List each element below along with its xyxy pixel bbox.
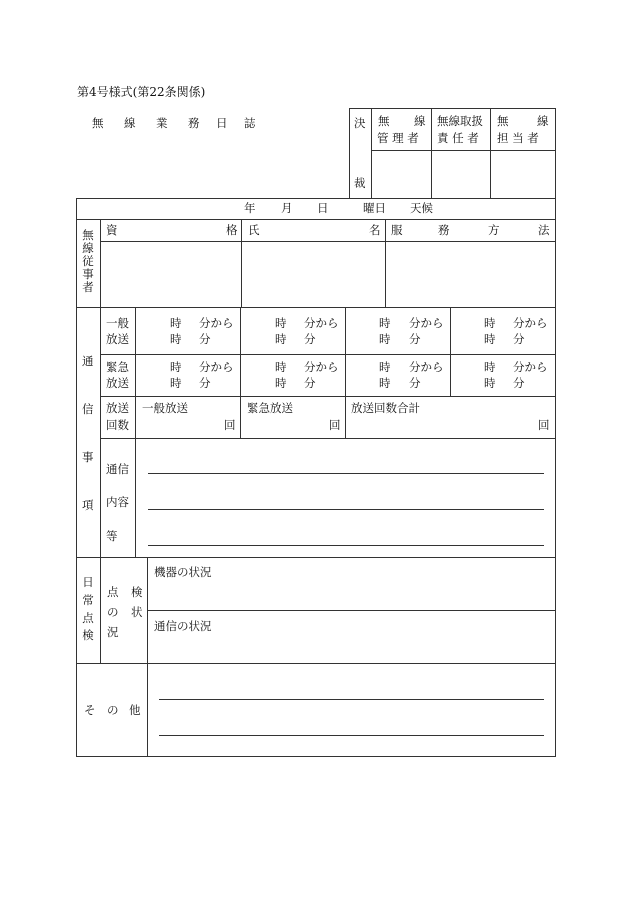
- minute-from-label: 分から: [304, 360, 339, 374]
- count-emergency-label: 緊急放送: [247, 401, 293, 415]
- col-name-2: 名: [369, 223, 381, 237]
- date-day-label: 日: [317, 201, 329, 215]
- hour-label: 時: [484, 360, 496, 374]
- hour-label: 時: [170, 360, 182, 374]
- minute-label: 分: [304, 376, 316, 390]
- minute-label: 分: [513, 376, 525, 390]
- approval-col3-line1-right: 線: [537, 114, 549, 128]
- content-writing-line[interactable]: [148, 545, 544, 546]
- minute-label: 分: [409, 332, 421, 346]
- comm-section-char: 通: [82, 354, 94, 368]
- approval-col2-line2: 責 任 者: [437, 131, 479, 145]
- approval-label-bottom: 裁: [354, 176, 366, 190]
- approval-col3-line1-left: 無: [497, 114, 509, 128]
- col-method-char: 法: [538, 223, 550, 237]
- approval-stamp-manager[interactable]: [372, 151, 430, 197]
- operator-name-field[interactable]: [242, 242, 384, 306]
- equipment-status-label: 機器の状況: [154, 565, 212, 579]
- other-label-char: 他: [129, 703, 141, 717]
- minute-from-label: 分から: [409, 316, 444, 330]
- comm-section-char: 項: [82, 498, 94, 512]
- col-method-char: 方: [488, 223, 500, 237]
- hour-label: 時: [170, 332, 182, 346]
- minute-from-label: 分から: [304, 316, 339, 330]
- content-writing-line[interactable]: [148, 509, 544, 510]
- hour-label: 時: [379, 316, 391, 330]
- approval-stamp-operator[interactable]: [491, 151, 554, 197]
- title-char: 務: [188, 116, 200, 130]
- approval-col1-line1-right: 線: [414, 114, 426, 128]
- date-month-label: 月: [281, 201, 293, 215]
- hour-label: 時: [275, 360, 287, 374]
- hour-label: 時: [275, 332, 287, 346]
- comm-section-char: 事: [82, 450, 94, 464]
- minute-from-label: 分から: [513, 316, 548, 330]
- minute-label: 分: [304, 332, 316, 346]
- hour-label: 時: [379, 332, 391, 346]
- date-weekday-label: 曜日: [363, 201, 386, 215]
- minute-label: 分: [199, 332, 211, 346]
- daily-check-label: 日常点検: [82, 575, 94, 643]
- hour-label: 時: [275, 316, 287, 330]
- hour-label: 時: [170, 376, 182, 390]
- content-label-2: 内容: [106, 495, 129, 509]
- other-label-char: の: [107, 703, 119, 717]
- form-number: 第4号様式(第22条関係): [77, 85, 206, 99]
- broadcast-count-label-1: 放送: [106, 401, 129, 415]
- content-label-3: 等: [106, 529, 118, 543]
- broadcast-count-label-2: 回数: [106, 418, 129, 432]
- count-total-label: 放送回数合計: [351, 401, 420, 415]
- col-qualification-2: 格: [226, 223, 238, 237]
- title-char: 無: [92, 116, 104, 130]
- hour-label: 時: [275, 376, 287, 390]
- general-broadcast-label-2: 放送: [106, 332, 129, 346]
- approval-label-top: 決: [354, 116, 366, 130]
- content-label-1: 通信: [106, 462, 129, 476]
- approval-stamp-responsible[interactable]: [432, 151, 489, 197]
- minute-label: 分: [409, 376, 421, 390]
- other-writing-line[interactable]: [159, 735, 544, 736]
- check-sublabel-char: 点: [107, 585, 119, 599]
- date-weather-label: 天候: [410, 201, 433, 215]
- approval-col2-line1: 無線取扱: [437, 114, 483, 128]
- title-char: 誌: [244, 116, 256, 130]
- check-sublabel-char: 況: [107, 625, 119, 639]
- qualification-field[interactable]: [101, 242, 240, 306]
- title-char: 日: [216, 116, 228, 130]
- content-writing-line[interactable]: [148, 473, 544, 474]
- col-name-1: 氏: [248, 223, 260, 237]
- approval-col1-line1-left: 無: [378, 114, 390, 128]
- count-general-label: 一般放送: [142, 401, 188, 415]
- check-sublabel-char: 検: [131, 585, 143, 599]
- comm-section-char: 信: [82, 402, 94, 416]
- times-unit: 回: [224, 418, 236, 432]
- communication-status-field[interactable]: [148, 636, 554, 662]
- check-sublabel-char: の: [107, 605, 119, 619]
- col-qualification-1: 資: [106, 223, 118, 237]
- approval-col1-line2: 管 理 者: [377, 131, 419, 145]
- approval-col3-line2: 担 当 者: [497, 131, 539, 145]
- date-year-label: 年: [244, 201, 256, 215]
- minute-from-label: 分から: [409, 360, 444, 374]
- title-char: 業: [156, 116, 168, 130]
- hour-label: 時: [484, 316, 496, 330]
- hour-label: 時: [379, 376, 391, 390]
- title-char: 線: [124, 116, 136, 130]
- emergency-broadcast-label-2: 放送: [106, 376, 129, 390]
- col-method-char: 服: [391, 223, 403, 237]
- times-unit: 回: [538, 418, 550, 432]
- minute-from-label: 分から: [199, 316, 234, 330]
- hour-label: 時: [379, 360, 391, 374]
- general-broadcast-label-1: 一般: [106, 316, 129, 330]
- minute-from-label: 分から: [199, 360, 234, 374]
- service-method-field[interactable]: [386, 242, 554, 306]
- equipment-status-field[interactable]: [148, 582, 554, 609]
- minute-from-label: 分から: [513, 360, 548, 374]
- check-sublabel-char: 状: [131, 605, 143, 619]
- other-writing-line[interactable]: [159, 699, 544, 700]
- emergency-broadcast-label-1: 緊急: [106, 360, 129, 374]
- minute-label: 分: [513, 332, 525, 346]
- times-unit: 回: [329, 418, 341, 432]
- other-label-char: そ: [84, 703, 96, 717]
- communication-status-label: 通信の状況: [154, 619, 212, 633]
- hour-label: 時: [484, 376, 496, 390]
- col-method-char: 務: [438, 223, 450, 237]
- hour-label: 時: [484, 332, 496, 346]
- minute-label: 分: [199, 376, 211, 390]
- hour-label: 時: [170, 316, 182, 330]
- operators-label: 無線従事者: [82, 228, 94, 294]
